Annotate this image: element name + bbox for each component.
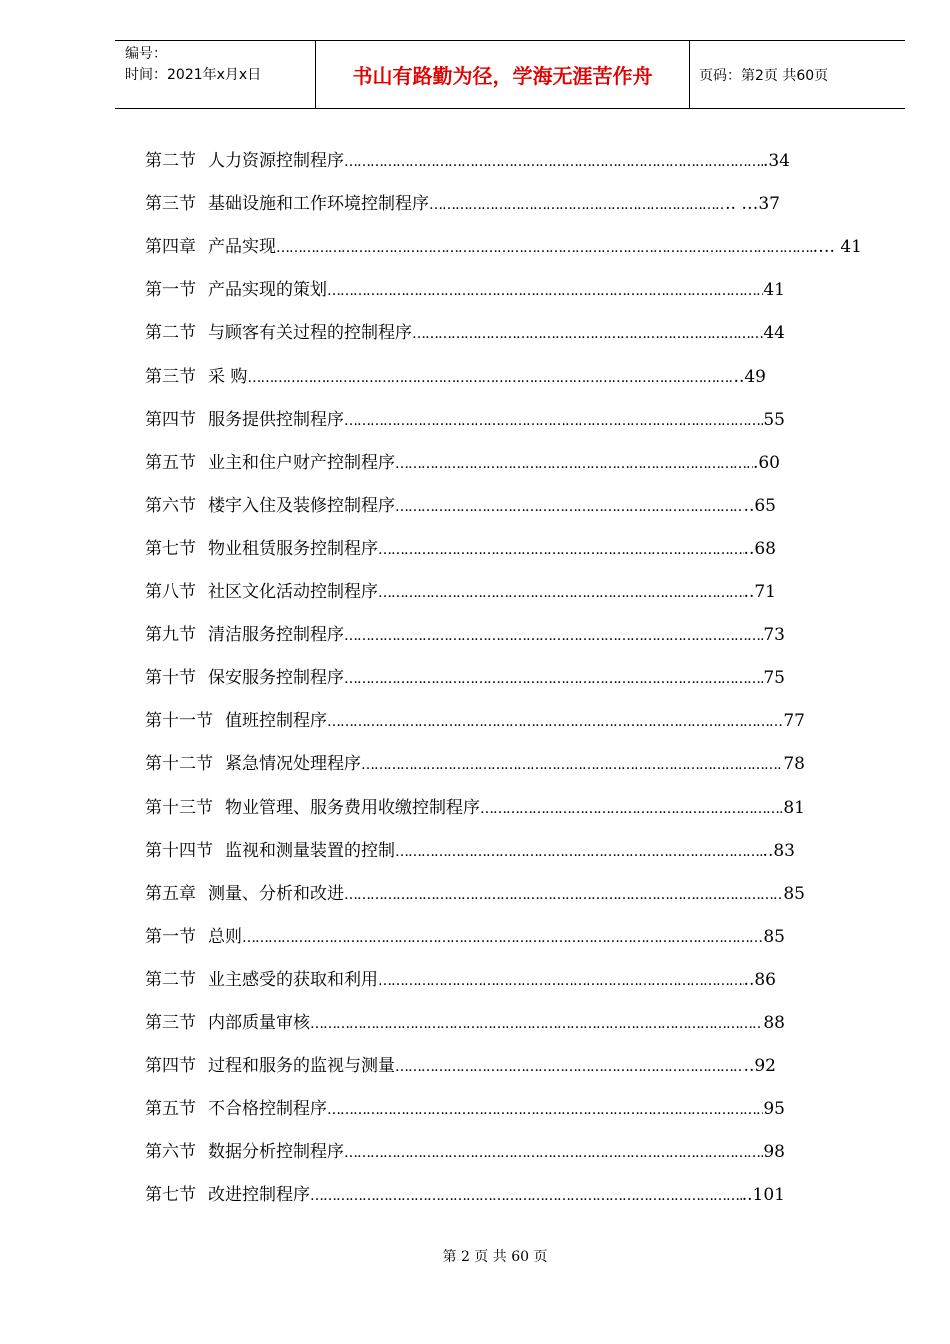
toc-entry[interactable]	[145, 189, 780, 213]
toc-entry[interactable]	[145, 1008, 785, 1032]
toc-entry[interactable]	[145, 749, 805, 773]
toc-entry[interactable]	[145, 362, 766, 386]
toc-entry-title: 保安服务控制程序	[208, 668, 344, 689]
toc-leader-dots	[276, 240, 813, 256]
page-footer: 第 2 页 共 60 页	[442, 1249, 548, 1265]
toc-leader-dots	[242, 930, 763, 946]
toc-entry-page: ..83	[762, 840, 795, 861]
toc-entry[interactable]	[145, 663, 785, 687]
toc-entry-number: 第三节	[145, 1013, 196, 1033]
toc-leader-dots	[378, 585, 744, 601]
toc-entry-number: 第四节	[145, 409, 196, 430]
toc-leader-dots	[395, 499, 744, 515]
toc-entry[interactable]	[145, 793, 805, 817]
toc-leader-dots	[344, 413, 763, 429]
toc-entry-number: 第十四节	[145, 840, 213, 861]
toc-entry-page: 41	[763, 280, 785, 301]
toc-entry[interactable]	[145, 1180, 785, 1204]
toc-entry-title: 产品实现的策划	[208, 280, 327, 301]
toc-entry-page: .34	[762, 151, 790, 171]
toc-entry-title: 内部质量审核	[208, 1013, 310, 1033]
toc-entry-title: 产品实现	[208, 237, 276, 258]
toc-entry-number: 第一节	[145, 280, 196, 301]
toc-entry-page: 95	[763, 1099, 785, 1120]
toc-leader-dots	[344, 887, 783, 903]
toc-leader-dots	[344, 628, 763, 644]
toc-entry-title: 清洁服务控制程序	[208, 625, 344, 646]
toc-entry[interactable]	[145, 577, 776, 601]
toc-leader-dots	[429, 197, 725, 213]
toc-entry[interactable]	[145, 491, 776, 515]
toc-entry-page: 98	[763, 1142, 785, 1163]
toc-entry-title: 监视和测量装置的控制	[225, 840, 395, 861]
toc-entry[interactable]	[145, 1051, 776, 1075]
toc-entry-page: 73	[763, 625, 785, 646]
toc-entry[interactable]	[145, 879, 805, 903]
toc-entry-title: 业主感受的获取和利用	[208, 969, 378, 990]
toc-entry-page: ..71	[743, 582, 776, 602]
toc-entry-page: 85	[763, 926, 785, 947]
toc-entry-number: 第五节	[145, 452, 196, 473]
toc-entry-number: 第十二节	[145, 754, 213, 775]
toc-entry-number: 第六节	[145, 495, 196, 516]
toc-entry-number: 第七节	[145, 1185, 196, 1206]
toc-entry-title: 采 购	[208, 366, 248, 387]
toc-entry-page: ..86	[743, 969, 776, 990]
toc-entry-title: 测量、分析和改进	[208, 883, 344, 904]
toc-entry-page: 44	[763, 323, 785, 344]
toc-entry[interactable]	[145, 405, 785, 429]
toc-entry-title: 物业管理、服务费用收缴控制程序	[225, 797, 480, 818]
document-number-label: 编号：	[125, 46, 167, 62]
toc-entry[interactable]	[145, 706, 805, 730]
toc-entry-title: 人力资源控制程序	[208, 151, 344, 171]
toc-entry-title: 楼宇入住及装修控制程序	[208, 495, 395, 516]
toc-entry-number: 第三节	[145, 194, 196, 215]
toc-entry-page: 81	[783, 797, 805, 818]
toc-leader-dots	[310, 1016, 763, 1032]
toc-entry-page: …. 41	[812, 237, 862, 258]
toc-leader-dots	[310, 1188, 742, 1204]
toc-leader-dots	[327, 283, 763, 299]
toc-leader-dots	[344, 154, 763, 170]
toc-entry-number: 第六节	[145, 1142, 196, 1163]
page-header	[115, 40, 905, 109]
toc-leader-dots	[412, 326, 763, 342]
toc-entry-number: 第五章	[145, 883, 196, 904]
toc-entry-title: 社区文化活动控制程序	[208, 582, 378, 602]
toc-leader-dots	[327, 1102, 763, 1118]
header-motto: 书山有路勤为径，学海无涯苦作舟	[316, 41, 690, 108]
toc-leader-dots	[361, 757, 783, 773]
toc-entry-title: 总则	[208, 926, 242, 947]
toc-entry-page: 78	[783, 754, 805, 775]
toc-entry[interactable]	[145, 1094, 785, 1118]
toc-leader-dots	[395, 844, 763, 860]
toc-entry-title: 值班控制程序	[225, 711, 327, 732]
toc-entry-page: 77	[783, 711, 805, 732]
toc-entry-number: 第十节	[145, 668, 196, 689]
toc-entry-number: 第二节	[145, 969, 196, 990]
toc-entry-number: 第八节	[145, 582, 196, 602]
toc-entry-page: ..92	[743, 1056, 776, 1077]
toc-entry-title: 服务提供控制程序	[208, 409, 344, 430]
toc-entry-page: .60	[752, 452, 780, 473]
toc-leader-dots	[378, 542, 744, 558]
toc-leader-dots	[378, 973, 744, 989]
toc-entry-page: ..65	[743, 495, 776, 516]
toc-entry[interactable]	[145, 965, 776, 989]
header-page-label: 页码：第2页 共60页	[699, 67, 829, 84]
toc-entry-title: 改进控制程序	[208, 1185, 310, 1206]
toc-entry-number: 第一节	[145, 926, 196, 947]
toc-leader-dots	[395, 456, 753, 472]
toc-entry-number: 第四节	[145, 1056, 196, 1077]
toc-entry[interactable]	[145, 232, 862, 256]
document-time-label: 时间：2021年x月x日	[125, 67, 262, 83]
toc-entry-number: 第三节	[145, 366, 196, 387]
toc-entry-number: 第十三节	[145, 797, 213, 818]
toc-leader-dots	[327, 714, 783, 730]
toc-entry[interactable]	[145, 620, 785, 644]
toc-entry[interactable]	[145, 836, 795, 860]
toc-entry-page: 88	[763, 1013, 785, 1033]
toc-entry-title: 紧急情况处理程序	[225, 754, 361, 775]
toc-entry[interactable]	[145, 448, 780, 472]
toc-entry-title: 基础设施和工作环境控制程序	[208, 194, 429, 215]
toc-entry-page: ..101	[741, 1185, 785, 1206]
toc-entry-page: ..68	[743, 538, 776, 559]
toc-entry-page: .. …37	[725, 194, 780, 215]
toc-entry-number: 第二节	[145, 323, 196, 344]
toc-entry-title: 与顾客有关过程的控制程序	[208, 323, 412, 344]
toc-entry-page: ..49	[733, 366, 766, 387]
toc-entry-page: 55	[763, 409, 785, 430]
toc-entry-page: 75	[763, 668, 785, 689]
toc-leader-dots	[344, 1145, 763, 1161]
toc-entry-title: 业主和住户财产控制程序	[208, 452, 395, 473]
toc-entry[interactable]	[145, 275, 785, 299]
toc-entry[interactable]	[145, 534, 776, 558]
toc-entry[interactable]	[145, 318, 785, 342]
header-info-cell	[115, 41, 316, 108]
toc-entry[interactable]	[145, 146, 790, 170]
toc-entry[interactable]	[145, 1137, 785, 1161]
toc-entry-number: 第二节	[145, 151, 196, 171]
toc-entry-title: 物业租赁服务控制程序	[208, 538, 378, 559]
toc-entry-number: 第四章	[145, 237, 196, 258]
toc-entry-number: 第九节	[145, 625, 196, 646]
toc-leader-dots	[480, 801, 783, 817]
toc-entry-number: 第十一节	[145, 711, 213, 732]
toc-entry[interactable]	[145, 922, 785, 946]
toc-leader-dots	[344, 671, 763, 687]
toc-leader-dots	[395, 1059, 744, 1075]
toc-leader-dots	[247, 370, 733, 386]
toc-entry-number: 第七节	[145, 538, 196, 559]
toc-entry-page: 85	[783, 883, 805, 904]
toc-entry-number: 第五节	[145, 1099, 196, 1120]
toc-entry-title: 过程和服务的监视与测量	[208, 1056, 395, 1077]
toc-entry-title: 数据分析控制程序	[208, 1142, 344, 1163]
toc-entry-title: 不合格控制程序	[208, 1099, 327, 1120]
